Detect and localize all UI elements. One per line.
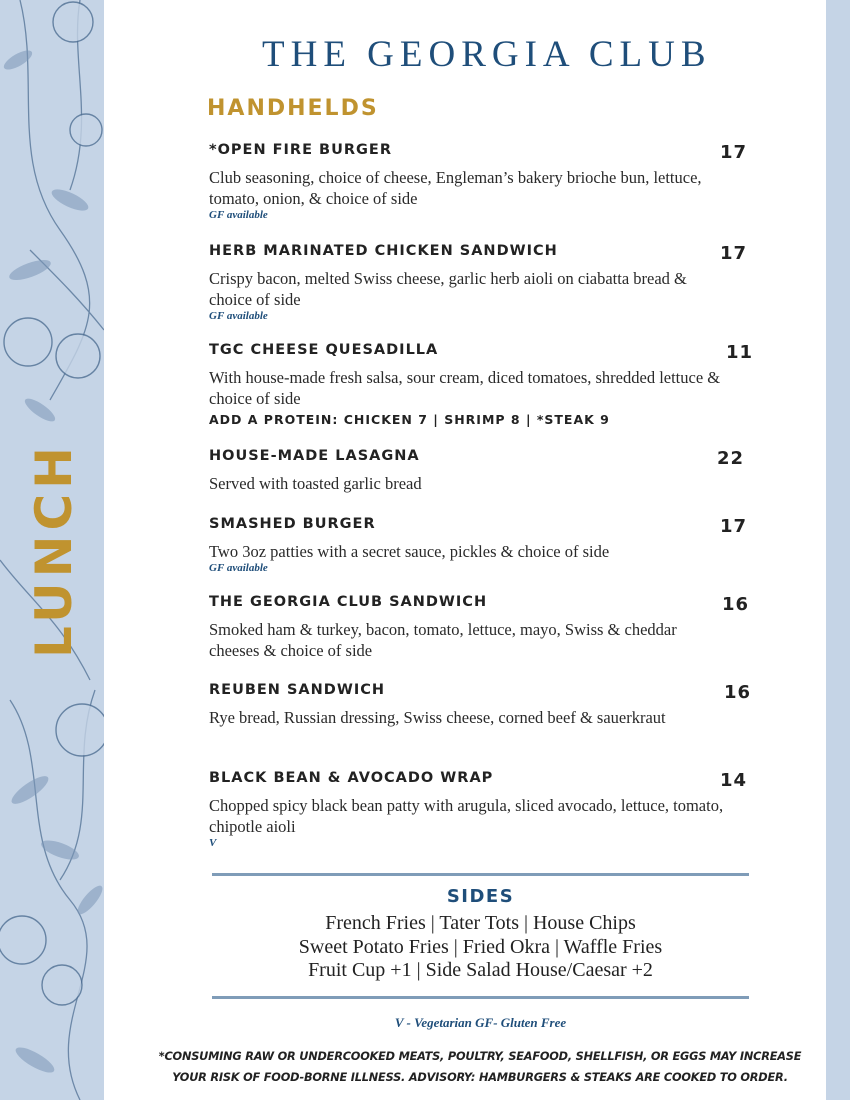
item-price: 11 (726, 342, 754, 363)
menu-item-smashed-burger (209, 516, 749, 574)
item-description: Two 3oz patties with a secret sauce, pickles & choice of side (209, 542, 610, 561)
item-note-gf: GF available (209, 209, 268, 221)
item-name: REUBEN SANDWICH (209, 682, 385, 698)
item-name: BLACK BEAN & AVOCADO WRAP (209, 770, 494, 786)
item-note-gf: GF available (209, 310, 268, 322)
left-decorative-panel (0, 0, 104, 1100)
item-name: *OPEN FIRE BURGER (209, 142, 393, 158)
item-note-vegetarian: V (209, 837, 217, 849)
lunch-vertical-label: LUNCH (25, 441, 83, 659)
item-name: SMASHED BURGER (209, 516, 376, 532)
menu-item-reuben-sandwich (209, 682, 752, 728)
item-name: THE GEORGIA CLUB SANDWICH (209, 594, 488, 610)
menu-item-georgia-club-sandwich (209, 594, 749, 661)
item-name: HERB MARINATED CHICKEN SANDWICH (209, 243, 558, 259)
sides-line: Sweet Potato Fries | Fried Okra | Waffle Fries (298, 936, 663, 958)
item-price: 16 (722, 594, 750, 615)
item-description: Rye bread, Russian dressing, Swiss cheese, corned beef & sauerkraut (209, 708, 666, 727)
item-price: 17 (720, 516, 748, 537)
item-note-gf: GF available (209, 562, 268, 574)
divider-bottom (212, 996, 749, 999)
right-decorative-strip (826, 0, 850, 1100)
section-title-handhelds: HANDHELDS (207, 96, 379, 121)
sides-line: French Fries | Tater Tots | House Chips (325, 912, 636, 934)
item-price: 17 (720, 243, 748, 264)
item-description: Club seasoning, choice of cheese, Engleman’s bakery brioche bun, lettuce, tomato, onion, & choice of side (209, 168, 702, 208)
item-description: Smoked ham & turkey, bacon, tomato, lettuce, mayo, Swiss & cheddar cheeses & choice of side (209, 620, 677, 660)
menu-item-lasagna (209, 448, 749, 494)
item-price: 17 (720, 142, 748, 163)
item-name: TGC CHEESE QUESADILLA (209, 342, 439, 358)
advisory-line: *CONSUMING RAW OR UNDERCOOKED MEATS, POULTRY, SEAFOOD, SHELLFISH, OR EGGS MAY INCREASE (158, 1050, 802, 1063)
club-title: THE GEORGIA CLUB (262, 34, 712, 75)
menu-item-herb-chicken-sandwich (209, 243, 749, 322)
divider-top (212, 873, 749, 876)
item-name: HOUSE-MADE LASAGNA (209, 448, 420, 464)
sides-title: SIDES (446, 886, 515, 907)
menu-item-open-fire-burger (209, 142, 749, 221)
item-addon-protein: ADD A PROTEIN: CHICKEN 7 | SHRIMP 8 | *STEAK 9 (209, 412, 610, 427)
item-description: Served with toasted garlic bread (209, 474, 422, 493)
sides-line: Fruit Cup +1 | Side Salad House/Caesar +2 (308, 959, 653, 981)
menu-item-black-bean-wrap (209, 770, 749, 849)
item-description: Crispy bacon, melted Swiss cheese, garlic herb aioli on ciabatta bread & choice of side (209, 269, 687, 309)
dietary-legend: V - Vegetarian GF- Gluten Free (394, 1015, 567, 1030)
item-price: 22 (717, 448, 745, 469)
advisory-line: YOUR RISK OF FOOD-BORNE ILLNESS. ADVISORY: HAMBURGERS & STEAKS ARE COOKED TO ORDER. (172, 1071, 788, 1084)
food-advisory (150, 1046, 810, 1088)
item-description: Chopped spicy black bean patty with arugula, sliced avocado, lettuce, tomato, chipotle aioli (209, 796, 724, 836)
menu-item-cheese-quesadilla (209, 342, 754, 427)
item-description: With house-made fresh salsa, sour cream, diced tomatoes, shredded lettuce & choice of side (209, 368, 721, 408)
item-price: 14 (720, 770, 748, 791)
item-price: 16 (724, 682, 752, 703)
